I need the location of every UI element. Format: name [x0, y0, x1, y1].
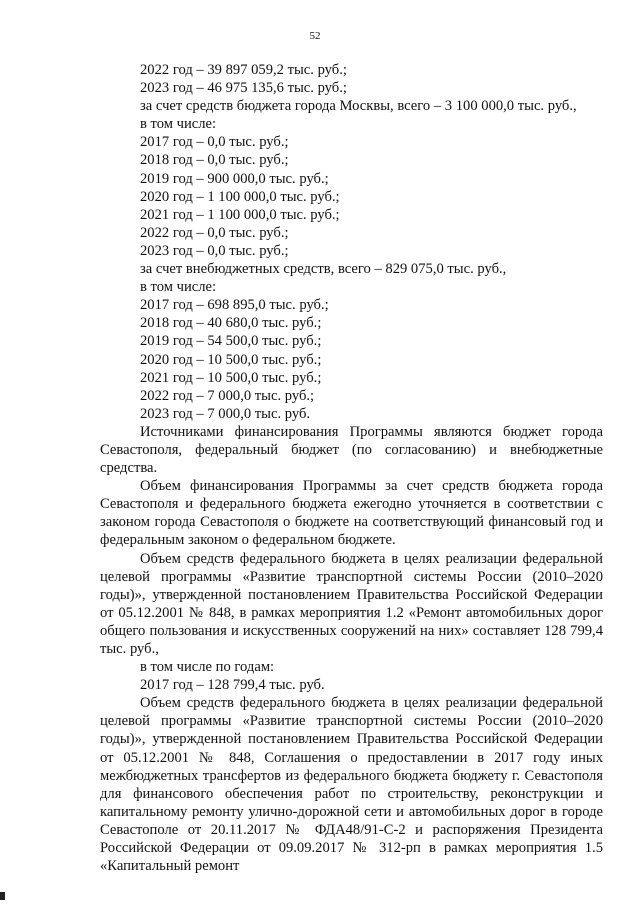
text-line: 2023 год – 46 975 135,6 тыс. руб.;: [140, 80, 347, 97]
text-line: в том числе:: [140, 116, 217, 133]
text-line: 2017 год – 128 799,4 тыс. руб.: [140, 677, 325, 694]
funding-lines-group-a: [100, 61, 603, 423]
text-line: 2020 год – 10 500,0 тыс. руб.;: [140, 351, 322, 368]
text-line: в том числе по годам:: [140, 659, 275, 676]
text-line: 2023 год – 7 000,0 тыс. руб.: [140, 405, 311, 422]
paragraph-federal-budget-1-5: Объем средств федерального бюджета в целях реализации федеральной целевой программы «Развитие транспортной системы России (2010–2020 годы)», утвержденной постановлением Правительства Российской Федерации от 05.12.2001 № 848, Соглашения о предоставлении в 2017 году иных межбюджетных трансфертов из федерального бюджета бюджету г. Севастополя для финансового обеспечения работ по строительству, реконструкции и капитальному ремонту улично-дорожной сети и автомобильных дорог в городе Севастополе от 20.11.2017 № ФДА48/91-С-2 и распоряжения Президента Российской Федерации от 09.09.2017 № 312-рп в рамках мероприятия 1.5 «Капитальный ремонт: [100, 695, 603, 875]
text-line: 2020 год – 1 100 000,0 тыс. руб.;: [140, 188, 340, 205]
text-line: 2019 год – 54 500,0 тыс. руб.;: [140, 333, 322, 350]
text-line: 2023 год – 0,0 тыс. руб.;: [140, 242, 289, 259]
page-number: 52: [309, 30, 321, 42]
text-line: 2021 год – 1 100 000,0 тыс. руб.;: [140, 206, 340, 223]
text-line: 2017 год – 0,0 тыс. руб.;: [140, 134, 289, 151]
text-line: за счет внебюджетных средств, всего – 829 075,0 тыс. руб.,: [140, 261, 507, 278]
document-body: [100, 61, 603, 875]
funding-lines-group-b: [100, 658, 603, 694]
text-line: 2021 год – 10 500,0 тыс. руб.;: [140, 369, 322, 386]
text-line: 2018 год – 40 680,0 тыс. руб.;: [140, 315, 322, 332]
paragraph-funding-volume: Объем финансирования Программы за счет средств бюджета города Севастополя и федерального бюджета ежегодно уточняется в соответствии с законом города Севастополя о бюджете на соответствующий финансовый год и федеральным законом о федеральном бюджете.: [100, 478, 603, 549]
paragraph-federal-budget-1-2: Объем средств федерального бюджета в целях реализации федеральной целевой программы «Развитие транспортной системы России (2010–2020 годы)», утвержденной постановлением Правительства Российской Федерации от 05.12.2001 № 848, в рамках мероприятия 1.2 «Ремонт автомобильных дорог общего пользования и искусственных сооружений на них» составляет 128 799,4 тыс. руб.,: [100, 550, 603, 657]
text-line: 2017 год – 698 895,0 тыс. руб.;: [140, 297, 329, 314]
paragraph-funding-sources: Источниками финансирования Программы являются бюджет города Севастополя, федеральный бюджет (по согласованию) и внебюджетные средства.: [100, 423, 603, 477]
text-line: за счет средств бюджета города Москвы, всего – 3 100 000,0 тыс. руб.,: [140, 98, 577, 115]
text-line: 2022 год – 39 897 059,2 тыс. руб.;: [140, 62, 347, 78]
text-line: 2022 год – 7 000,0 тыс. руб.;: [140, 387, 315, 404]
scan-mark: [0, 892, 5, 900]
text-line: 2022 год – 0,0 тыс. руб.;: [140, 224, 289, 241]
text-line: 2019 год – 900 000,0 тыс. руб.;: [140, 170, 329, 187]
text-line: в том числе:: [140, 279, 217, 296]
text-line: 2018 год – 0,0 тыс. руб.;: [140, 152, 289, 169]
